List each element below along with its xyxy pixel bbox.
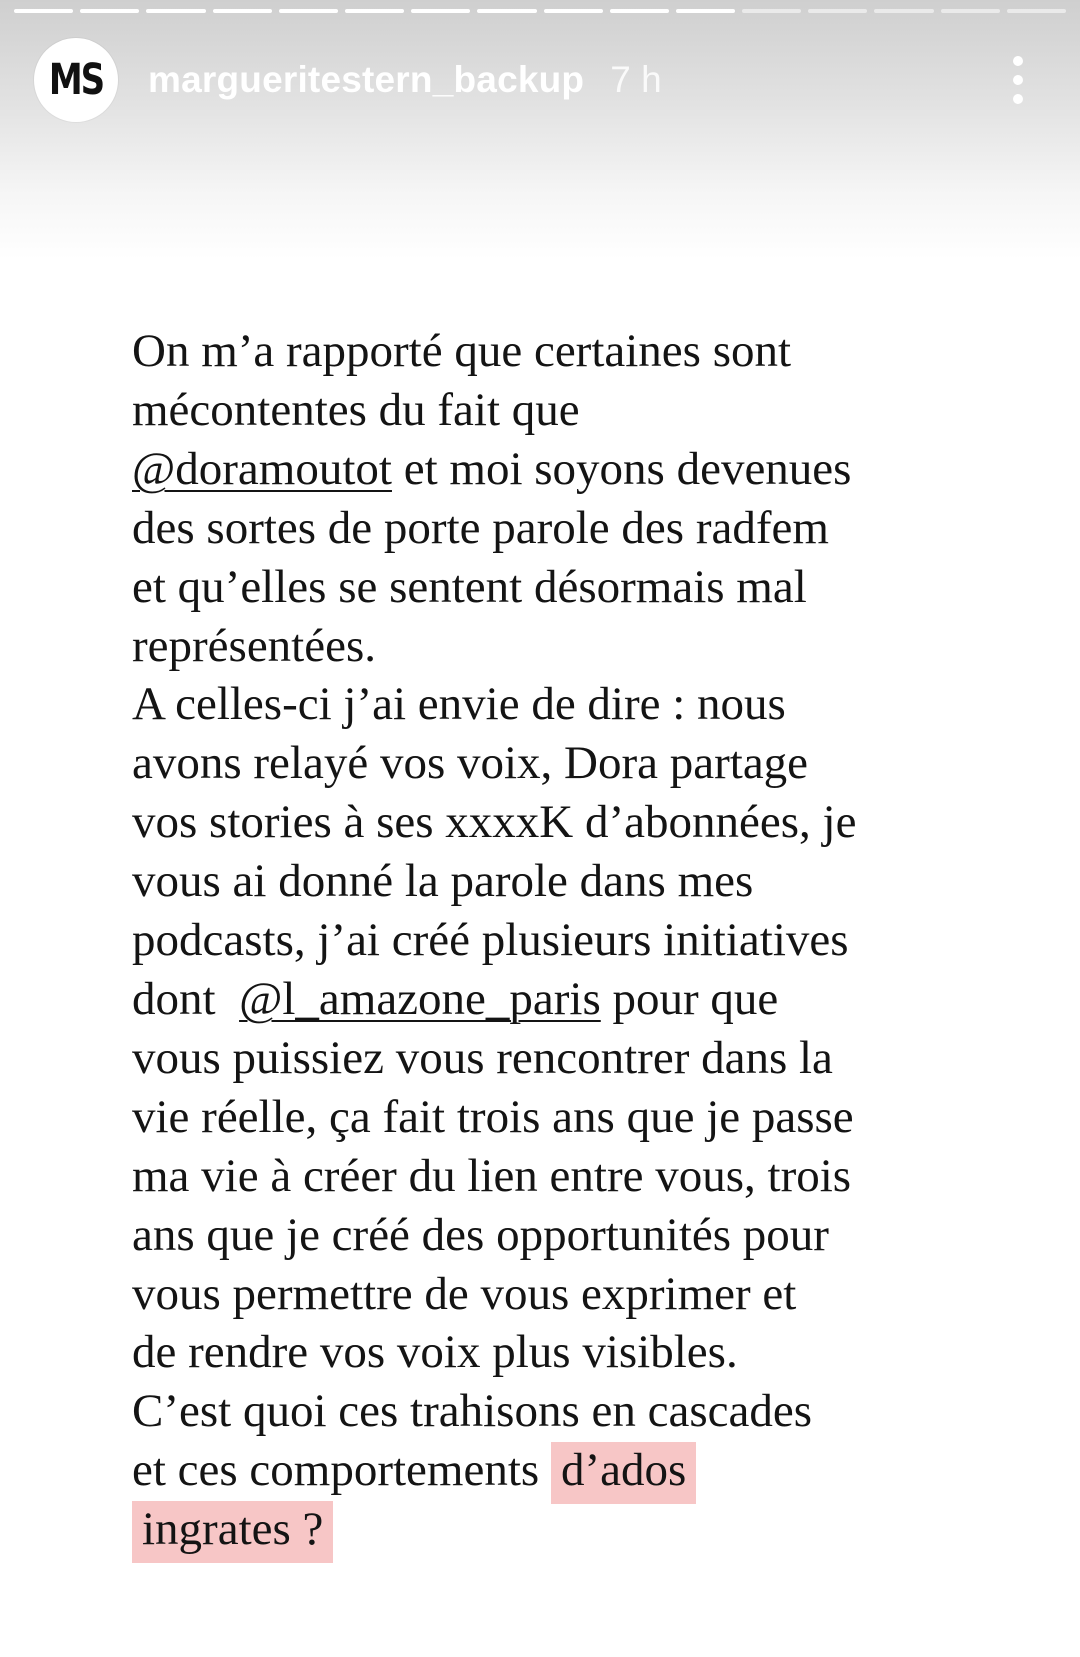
story-text — [132, 322, 992, 1559]
progress-segment — [544, 9, 603, 13]
progress-segment — [411, 9, 470, 13]
text-line: vie réelle, ça fait trois ans que je passe — [132, 1090, 854, 1143]
progress-segment — [874, 9, 933, 13]
text-line: C’est quoi ces trahisons en cascades — [132, 1385, 812, 1438]
username[interactable]: margueritestern_backup — [148, 59, 585, 100]
text-line: vous ai donné la parole dans mes — [132, 855, 754, 908]
progress-segment — [80, 9, 139, 13]
progress-segment — [345, 9, 404, 13]
progress-segment — [610, 9, 669, 13]
text-line — [132, 1441, 992, 1500]
text-fragment: et ces comportements — [132, 1444, 551, 1497]
avatar[interactable] — [34, 38, 118, 122]
text-line: mécontentes du fait que — [132, 383, 580, 436]
text-line: ans que je créé des opportunités pour — [132, 1208, 829, 1261]
text-line: avons relayé vos voix, Dora partage — [132, 737, 809, 790]
progress-segment — [477, 9, 536, 13]
text-line — [132, 440, 992, 499]
text-line: podcasts, j’ai créé plusieurs initiatives — [132, 914, 849, 967]
highlighted-text: ingrates ? — [132, 1501, 333, 1563]
text-line: des sortes de porte parole des radfem — [132, 501, 829, 554]
text-line — [132, 970, 992, 1029]
progress-segment — [213, 9, 272, 13]
text-fragment: et moi soyons devenues — [391, 442, 852, 495]
progress-segment — [279, 9, 338, 13]
progress-segment — [676, 9, 735, 13]
timestamp: 7 h — [610, 59, 662, 100]
more-options-icon[interactable] — [1008, 56, 1028, 104]
avatar-initials: MS — [48, 55, 104, 105]
progress-segment — [941, 9, 1000, 13]
mention-l-amazone-paris[interactable]: @l_amazone_paris — [239, 972, 601, 1025]
text-fragment: pour que — [600, 972, 779, 1025]
text-line: et qu’elles se sentent désormais mal — [132, 560, 807, 613]
progress-segment — [742, 9, 801, 13]
text-line: ma vie à créer du lien entre vous, trois — [132, 1149, 852, 1202]
highlighted-text: d’ados — [551, 1442, 696, 1504]
progress-segment — [146, 9, 205, 13]
mention-doramoutot[interactable]: @doramoutot — [132, 442, 392, 495]
text-line: A celles-ci j’ai envie de dire : nous — [132, 678, 786, 731]
text-fragment: dont — [132, 972, 240, 1025]
text-line — [132, 1500, 992, 1559]
story-header — [34, 38, 1046, 122]
progress-segment — [1007, 9, 1066, 13]
text-line: représentées. — [132, 619, 376, 672]
text-line: vos stories à ses xxxxK d’abonnées, je — [132, 796, 857, 849]
progress-segment — [808, 9, 867, 13]
story-progress-bar — [14, 9, 1066, 13]
text-line: On m’a rapporté que certaines sont — [132, 325, 792, 377]
progress-segment — [14, 9, 73, 13]
text-line: vous puissiez vous rencontrer dans la — [132, 1031, 833, 1084]
text-line: vous permettre de vous exprimer et — [132, 1267, 797, 1320]
text-line: de rendre vos voix plus visibles. — [132, 1326, 738, 1379]
